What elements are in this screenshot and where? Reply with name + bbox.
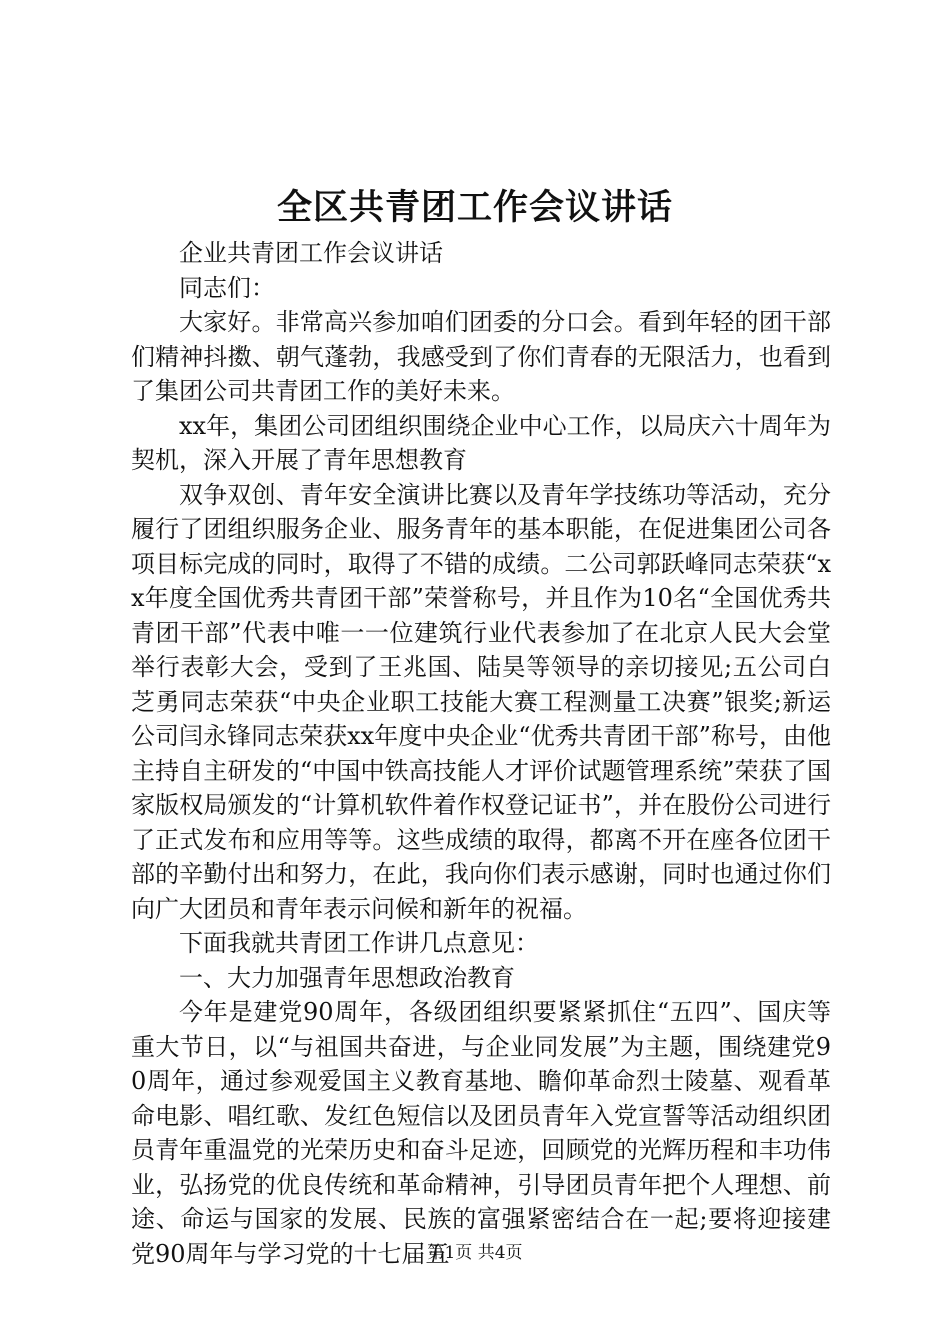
paragraph-achievements: 双争双创、青年安全演讲比赛以及青年学技练功等活动，充分履行了团组织服务企业、服务青年的基本职能，在促进集团公司各项目标完成的同时，取得了不错的成绩。二公司郭跃峰同志荣获“xx年度全国优秀共青团干部”荣誉称号，并且作为10名“全国优秀共青团干部”代表中唯一一位建筑行业代表参加了在北京人民大会堂举行表彰大会，受到了王兆国、陆昊等领导的亲切接见;五公司白芝勇同志荣获“中央企业职工技能大赛工程测量工决赛”银奖;新运公司闫永锋同志荣获xx年度中央企业“优秀共青团干部”称号，由他主持自主研发的“中国中铁高技能人才评价试题管理系统”荣获了国家版权局颁发的“计算机软件着作权登记证书”，并在股份公司进行了正式发布和应用等等。这些成绩的取得，都离不开在座各位团干部的辛勤付出和努力，在此，我向你们表示感谢，同时也通过你们向广大团员和青年表示问候和新年的祝福。 [131,480,831,923]
document-title: 全区共青团工作会议讲话 [276,187,673,228]
page-footer: 第1页 共4页 [427,1243,523,1263]
paragraph-greeting: 大家好。非常高兴参加咱们团委的分口会。看到年轻的团干部们精神抖擞、朝气蓬勃，我感受到了你们青春的无限活力，也看到了集团公司共青团工作的美好未来。 [131,308,831,405]
paragraph-intro-opinions: 下面我就共青团工作讲几点意见： [179,929,539,957]
paragraph-review: xx年，集团公司团组织围绕企业中心工作，以局庆六十周年为契机，深入开展了青年思想教育 [131,411,831,474]
paragraph-section-body: 今年是建党90周年，各级团组织要紧紧抓住“五四”、国庆等重大节日，以“与祖国共奋进，与企业同发展”为主题，围绕建党90周年，通过参观爱国主义教育基地、瞻仰革命烈士陵墓、观看革命电影、唱红歌、发红色短信以及团员青年入党宣誓等活动组织团员青年重温党的光荣历史和奋斗足迹，回顾党的光辉历程和丰功伟业，弘扬党的优良传统和革命精神，引导团员青年把个人理想、前途、命运与国家的发展、民族的富强紧密结合在一起;要将迎接建党90周年与学习党的十七届五 [131,998,831,1268]
paragraph-subtitle: 企业共青团工作会议讲话 [179,239,443,267]
paragraph-section-heading: 一、大力加强青年思想政治教育 [179,963,515,992]
paragraph-salutation: 同志们： [179,273,275,302]
document-body [131,236,831,1271]
